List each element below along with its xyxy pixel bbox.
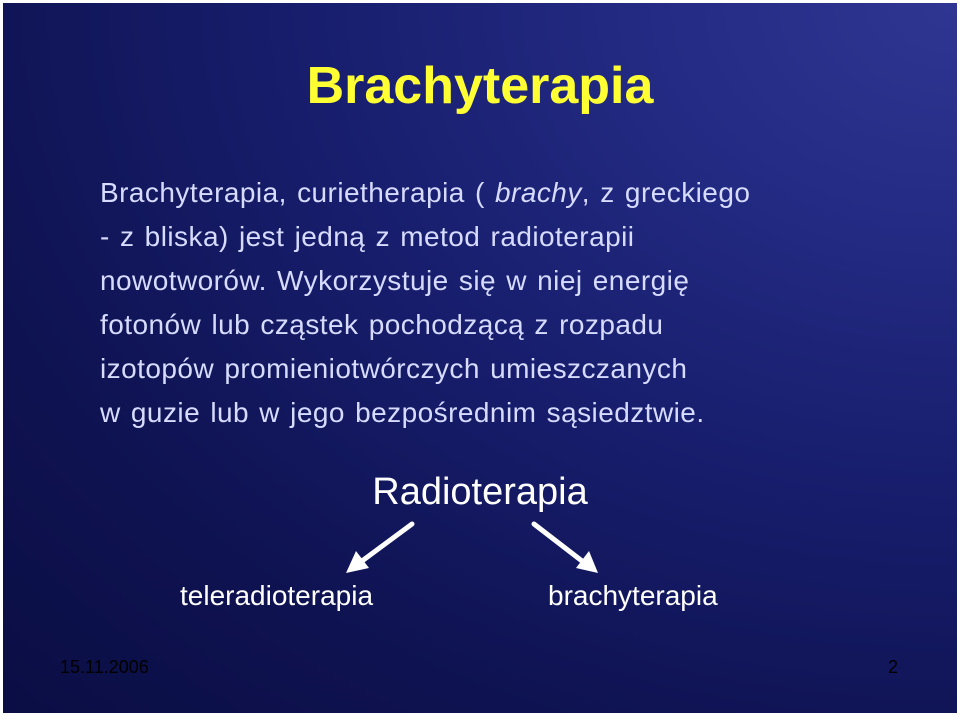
diagram-root-label: Radioterapia xyxy=(372,471,588,513)
body-line-1-end: , z greckiego xyxy=(581,177,751,208)
body-line-3: nowotworów. Wykorzystuje się w niej energię xyxy=(100,265,690,296)
body-line-5: izotopów promieniotwórczych umieszczanych xyxy=(100,353,688,384)
slide-title: Brachyterapia xyxy=(306,57,654,115)
diagram-left-branch-label: teleradioterapia xyxy=(180,580,374,611)
diagram-right-branch-label: brachyterapia xyxy=(548,580,718,611)
footer-page-number: 2 xyxy=(888,657,899,677)
footer-date: 15.11.2006 xyxy=(60,657,149,677)
body-line-2: - z bliska) jest jedną z metod radioterapii xyxy=(100,221,635,252)
body-line-6: w guzie lub w jego bezpośrednim sąsiedztwie. xyxy=(100,397,705,428)
body-line-4: fotonów lub cząstek pochodzącą z rozpadu xyxy=(100,309,664,340)
body-line-1-italic-term: brachy xyxy=(495,177,582,208)
body-paragraph xyxy=(100,171,870,435)
body-line-1-start: Brachyterapia, curietherapia ( xyxy=(100,177,496,208)
body-line-1 xyxy=(100,171,870,215)
